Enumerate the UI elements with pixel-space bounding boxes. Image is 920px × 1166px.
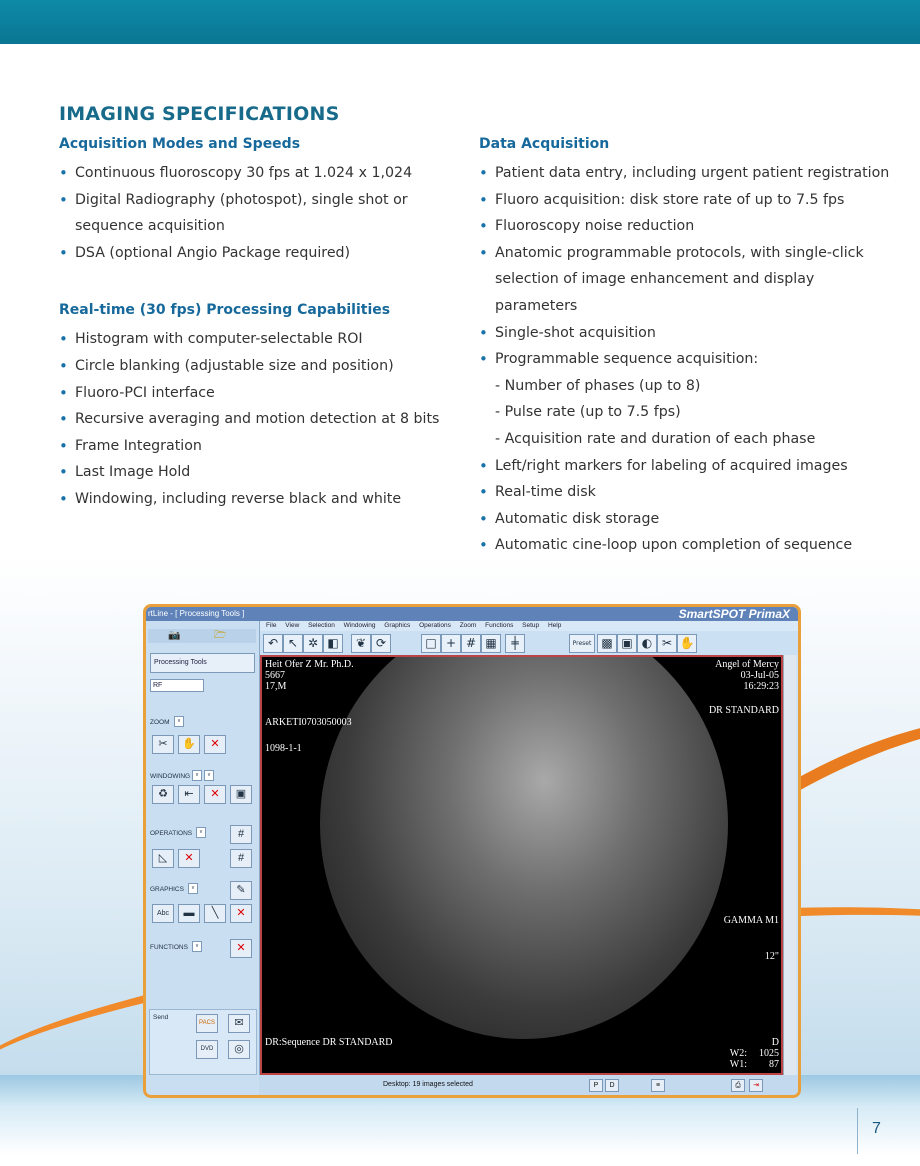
acquisition-modes-list xyxy=(59,160,449,266)
layout-4-icon[interactable]: + xyxy=(441,634,461,653)
patient-id: 5667 xyxy=(265,670,285,681)
age-sex: 17,M xyxy=(265,681,287,692)
brand-logo: SmartSPOT PrimaX xyxy=(678,607,790,621)
line-icon[interactable]: ╲ xyxy=(204,904,226,923)
list-item: • Patient data entry, including urgent patient registration xyxy=(479,160,909,187)
settings-icon[interactable]: ✲ xyxy=(303,634,323,653)
grid-icon[interactable]: ▩ xyxy=(597,634,617,653)
list-item: • Single-shot acquisition xyxy=(479,320,909,347)
graphics-dropdown[interactable]: v xyxy=(188,883,198,894)
xray-image xyxy=(320,655,728,1039)
list-item: • Frame Integration xyxy=(59,433,449,460)
sub-list-item: - Pulse rate (up to 7.5 fps) xyxy=(495,404,681,421)
undo-icon[interactable]: ↶ xyxy=(263,634,283,653)
page-number-divider xyxy=(857,1108,858,1154)
field-size: 12" xyxy=(764,951,779,962)
menu-windowing[interactable]: Windowing xyxy=(343,622,376,629)
operations-label: OPERATIONS xyxy=(150,830,193,837)
print-icon[interactable]: ✉ xyxy=(228,1014,250,1033)
toolbar xyxy=(259,631,798,655)
windowing-label: WINDOWING xyxy=(150,773,191,780)
menu-setup[interactable]: Setup xyxy=(522,622,540,629)
zoom-tool-icon[interactable]: ✂ xyxy=(657,634,677,653)
realtime-processing-list xyxy=(59,326,449,512)
list-item-continuation: selection of image enhancement and display xyxy=(495,271,815,288)
panel-tabs xyxy=(148,629,256,643)
viewer-scrollbar[interactable] xyxy=(783,655,796,1075)
institution-name: Angel of Mercy xyxy=(715,659,779,670)
functions-dropdown[interactable]: v xyxy=(192,941,202,952)
series-number: 1098-1-1 xyxy=(265,743,302,754)
pencil-icon[interactable]: ✎ xyxy=(230,881,252,900)
ruler-icon[interactable]: ▬ xyxy=(178,904,200,923)
operations-dropdown[interactable]: v xyxy=(196,827,206,838)
close-icon[interactable]: ✕ xyxy=(230,939,252,958)
study-id: ARKETI0703050003 xyxy=(265,717,352,728)
list-item: • DSA (optional Angio Package required) xyxy=(59,240,449,267)
dvd-button[interactable]: DVD xyxy=(196,1040,218,1059)
section-heading-acquisition-modes: Acquisition Modes and Speeds xyxy=(59,136,301,152)
zoom-label: ZOOM xyxy=(150,719,170,726)
preset-button[interactable]: Preset xyxy=(569,634,595,653)
butterfly-icon[interactable]: ❦ xyxy=(351,634,371,653)
text-annotation-icon[interactable]: Abc xyxy=(152,904,174,923)
list-item: • Left/right markers for labeling of acquired images xyxy=(479,453,909,480)
pacs-button[interactable]: PACS xyxy=(196,1014,218,1033)
w2-label: W2: xyxy=(729,1048,747,1059)
list-item: • Fluoroscopy noise reduction xyxy=(479,213,909,240)
processing-tools-panel xyxy=(146,621,260,1095)
page-number: 7 xyxy=(872,1120,881,1137)
exit-icon[interactable]: ⇥ xyxy=(749,1079,763,1092)
sequence-label: DR:Sequence DR STANDARD xyxy=(265,1037,393,1048)
list-item: • Automatic cine-loop upon completion of sequence xyxy=(479,532,909,559)
menu-zoom[interactable]: Zoom xyxy=(459,622,477,629)
send-box xyxy=(149,1009,257,1075)
orientation-marker: D xyxy=(771,1037,779,1048)
list-item: • Continuous fluoroscopy 30 fps at 1.024 x 1,024 xyxy=(59,160,449,187)
w1-label: W1: xyxy=(729,1059,747,1070)
window-titlebar xyxy=(146,607,798,621)
section-heading-realtime-processing: Real-time (30 fps) Processing Capabilities xyxy=(59,302,391,319)
graphics-label: GRAPHICS xyxy=(150,886,184,893)
processing-tools-dropdown[interactable]: Processing Tools xyxy=(150,653,255,673)
layout-custom-icon[interactable]: ╪ xyxy=(505,634,525,653)
left-column xyxy=(59,134,449,513)
study-date: 03-Jul-05 xyxy=(740,670,779,681)
refresh-icon[interactable]: ⟳ xyxy=(371,634,391,653)
layout-1-icon[interactable]: □ xyxy=(421,634,441,653)
cd-icon[interactable]: ◎ xyxy=(228,1040,250,1059)
page-title: IMAGING SPECIFICATIONS xyxy=(59,103,340,125)
menu-help[interactable]: Help xyxy=(547,622,562,629)
film-icon[interactable]: ≡ xyxy=(651,1079,665,1092)
list-item: • Fluoro acquisition: disk store rate of up to 7.5 fps xyxy=(479,187,909,214)
right-column xyxy=(479,134,909,559)
window-title: rtLine - [ Processing Tools ] xyxy=(148,609,245,618)
p-button[interactable]: P xyxy=(589,1079,603,1092)
pan-hand-icon[interactable]: ✋ xyxy=(677,634,697,653)
zoom-dropdown[interactable]: v xyxy=(174,716,184,727)
status-bar xyxy=(259,1075,798,1095)
windowing-dropdown-2[interactable]: v xyxy=(204,770,214,781)
reset-arrow-icon[interactable]: ⇤ xyxy=(178,785,200,804)
list-item: • Fluoro-PCI interface xyxy=(59,380,449,407)
window-level-icon[interactable]: ▣ xyxy=(617,634,637,653)
menu-selection[interactable]: Selection xyxy=(308,622,335,629)
close-icon[interactable]: ✕ xyxy=(204,735,226,754)
hand-icon[interactable]: ✋ xyxy=(178,735,200,754)
software-screenshot xyxy=(143,604,801,1098)
functions-label: FUNCTIONS xyxy=(150,944,188,951)
delete-angle-icon[interactable]: ✕ xyxy=(178,849,200,868)
window-preset-icon[interactable]: ▣ xyxy=(230,785,252,804)
list-item: • Histogram with computer-selectable ROI xyxy=(59,326,449,353)
sub-list-item: - Number of phases (up to 8) xyxy=(495,377,701,394)
invert-icon[interactable]: ◧ xyxy=(323,634,343,653)
menu-view[interactable]: View xyxy=(285,622,300,629)
layout-9-icon[interactable]: # xyxy=(461,634,481,653)
menu-functions[interactable]: Functions xyxy=(485,622,514,629)
folder-icon[interactable]: 🗁 xyxy=(214,630,227,641)
printer-icon[interactable]: ⎙ xyxy=(731,1079,745,1092)
menu-bar xyxy=(259,621,798,631)
protocol-name: DR STANDARD xyxy=(708,705,779,716)
list-item: • Digital Radiography (photospot), single shot or xyxy=(59,187,449,214)
list-item: • Circle blanking (adjustable size and position) xyxy=(59,353,449,380)
image-viewer[interactable] xyxy=(260,655,783,1075)
measure-grid-icon[interactable]: # xyxy=(230,825,252,844)
data-acquisition-list xyxy=(479,160,909,559)
grid-delete-icon[interactable]: # xyxy=(230,849,252,868)
menu-graphics[interactable]: Graphics xyxy=(384,622,411,629)
angle-icon[interactable]: ◺ xyxy=(152,849,174,868)
windowing-dropdown[interactable]: v xyxy=(192,770,202,781)
list-item: • Anatomic programmable protocols, with single-click xyxy=(479,240,909,267)
list-item: • Last Image Hold xyxy=(59,459,449,486)
list-item: • Windowing, including reverse black and white xyxy=(59,486,449,513)
list-item-continuation: parameters xyxy=(495,297,578,314)
layout-16-icon[interactable]: ▦ xyxy=(481,634,501,653)
close-icon[interactable]: ✕ xyxy=(204,785,226,804)
pointer-icon[interactable]: ↖ xyxy=(283,634,303,653)
d-button[interactable]: D xyxy=(605,1079,619,1092)
status-text: Desktop: 19 images selected xyxy=(383,1081,473,1088)
delete-graphics-icon[interactable]: ✕ xyxy=(230,904,252,923)
list-item: • Automatic disk storage xyxy=(479,506,909,533)
sub-list-item: - Acquisition rate and duration of each phase xyxy=(495,430,816,447)
list-item: • Recursive averaging and motion detection at 8 bits xyxy=(59,406,449,433)
send-label: Send xyxy=(153,1014,169,1021)
w1-value: 87 xyxy=(769,1059,779,1070)
top-header-bar xyxy=(0,0,920,44)
menu-operations[interactable]: Operations xyxy=(419,622,451,629)
menu-file[interactable]: File xyxy=(266,622,277,629)
list-item: • Real-time disk xyxy=(479,479,909,506)
list-item: • Programmable sequence acquisition: xyxy=(479,346,909,373)
contrast-icon[interactable]: ◐ xyxy=(637,634,657,653)
gamma-setting: GAMMA M1 xyxy=(723,915,779,926)
w2-value: 1025 xyxy=(759,1048,779,1059)
study-time: 16:29:23 xyxy=(743,681,779,692)
mode-select[interactable]: RF xyxy=(150,679,204,692)
patient-name: Heit Ofer Z Mr. Ph.D. xyxy=(265,659,354,670)
section-heading-data-acquisition: Data Acquisition xyxy=(479,136,610,152)
list-item-continuation: sequence acquisition xyxy=(75,218,225,235)
camera-icon[interactable]: 📷 xyxy=(168,630,181,641)
recycle-icon[interactable]: ♻ xyxy=(152,785,174,804)
zoom-in-icon[interactable]: ✂ xyxy=(152,735,174,754)
